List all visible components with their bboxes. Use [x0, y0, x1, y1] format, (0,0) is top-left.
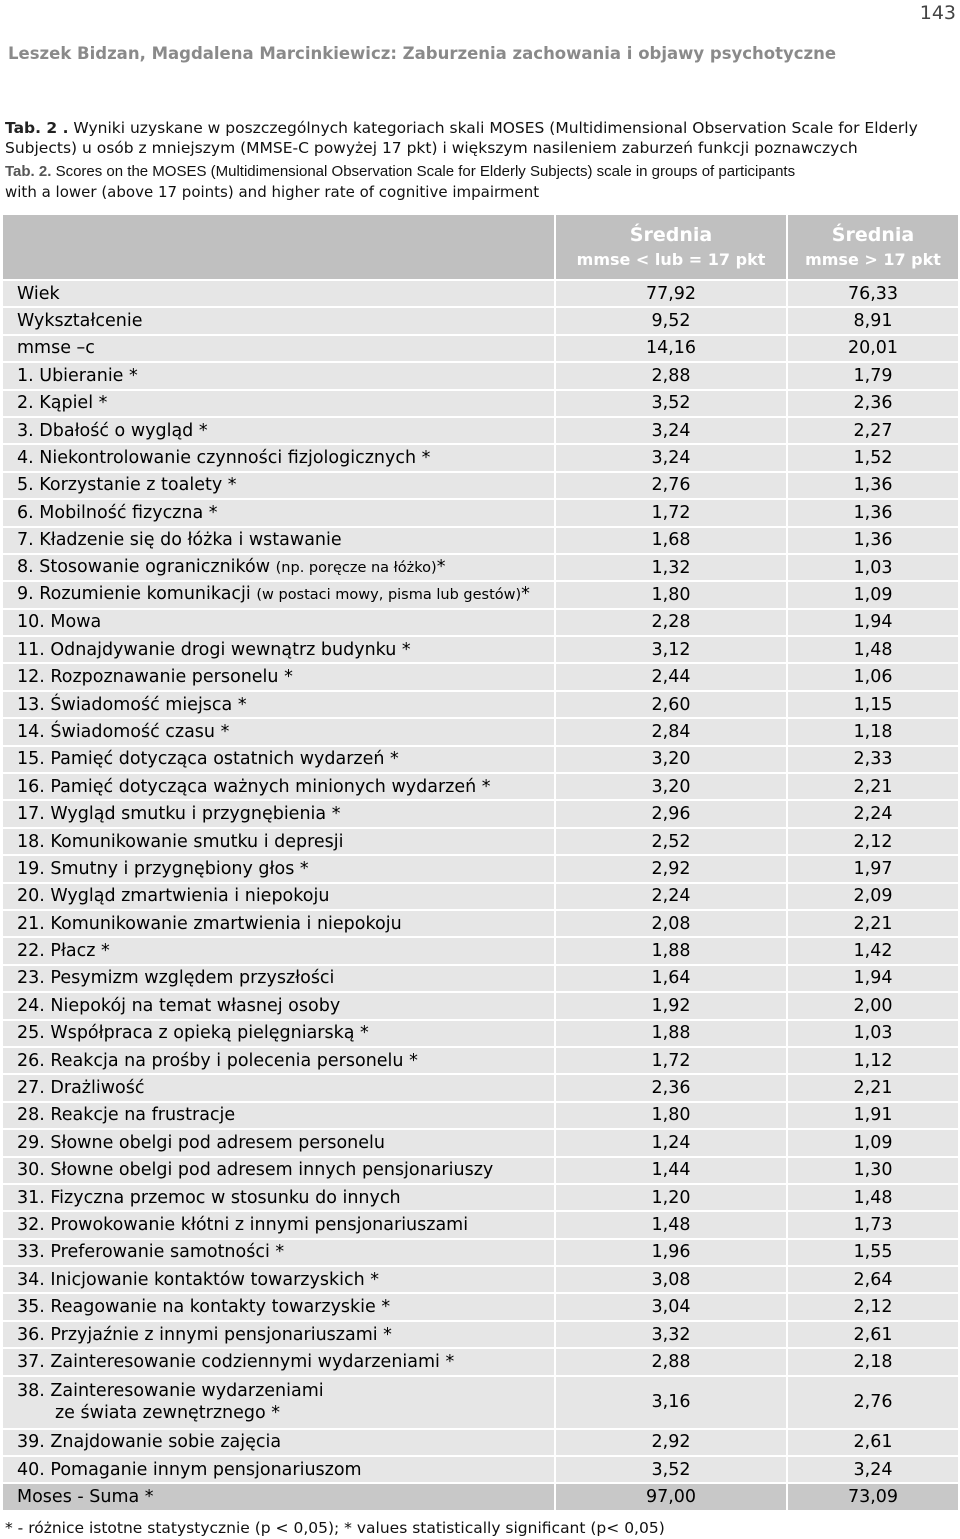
value-high-mmse: 1,97	[788, 856, 958, 881]
value-low-mmse: 3,24	[556, 445, 788, 470]
row-label	[3, 500, 556, 525]
row-label	[3, 1377, 556, 1428]
value-low-mmse: 77,92	[556, 281, 788, 306]
row-label	[3, 445, 556, 470]
row-label	[3, 719, 556, 744]
value-low-mmse: 3,20	[556, 774, 788, 799]
row-label	[3, 829, 556, 854]
value-high-mmse: 2,18	[788, 1349, 958, 1374]
moses-results-table	[3, 213, 958, 1512]
row-label-text: 35. Reagowanie na kontakty towarzyskie *	[17, 1297, 391, 1318]
row-label-text: 13. Świadomość miejsca *	[17, 694, 247, 715]
value-low-mmse: 1,72	[556, 1048, 788, 1073]
row-label-text: 16. Pamięć dotycząca ważnych minionych wydarzeń *	[17, 776, 491, 797]
row-label-text: Wykształcenie	[17, 311, 143, 332]
row-label-note: (w postaci mowy, pisma lub gestów)	[256, 587, 522, 604]
row-label	[3, 747, 556, 772]
value-low-mmse: 2,60	[556, 692, 788, 717]
value-low-mmse: 1,92	[556, 993, 788, 1018]
table-row	[3, 418, 958, 443]
row-label-text: 34. Inicjowanie kontaktów towarzyskich *	[17, 1269, 379, 1290]
caption-english	[5, 162, 957, 203]
row-label	[3, 1484, 556, 1509]
caption-english-label: Tab. 2.	[5, 163, 52, 180]
table-row	[3, 856, 958, 881]
value-low-mmse: 2,08	[556, 911, 788, 936]
value-high-mmse: 1,06	[788, 664, 958, 689]
row-label	[3, 884, 556, 909]
row-label-text: 32. Prowokowanie kłótni z innymi pensjonariuszami	[17, 1214, 469, 1235]
value-low-mmse: 1,44	[556, 1158, 788, 1183]
row-label-text: 3. Dbałość o wygląd *	[17, 420, 208, 441]
value-high-mmse: 1,15	[788, 692, 958, 717]
row-label-text: mmse –c	[17, 338, 95, 359]
value-high-mmse: 2,21	[788, 911, 958, 936]
value-low-mmse: 1,32	[556, 555, 788, 580]
table-row	[3, 692, 958, 717]
caption-polish	[5, 118, 957, 158]
table-row	[3, 637, 958, 662]
row-label	[3, 1349, 556, 1374]
running-header: Leszek Bidzan, Magdalena Marcinkiewicz: Zaburzenia zachowania i objawy psychotyczne	[8, 44, 837, 63]
value-high-mmse: 1,94	[788, 966, 958, 991]
table-body	[3, 281, 958, 1510]
caption-polish-text: Wyniki uzyskane w poszczególnych kategoriach skali MOSES (Multidimensional Observation Scale for Elderly Subjects) u osób z mniejszym (MMSE-C powyżej 17 pkt) i większym nasileniem zaburzeń funkcji poznawczych	[5, 119, 918, 157]
table-row	[3, 1267, 958, 1292]
value-high-mmse: 2,21	[788, 774, 958, 799]
value-high-mmse: 2,09	[788, 884, 958, 909]
table-row	[3, 1294, 958, 1319]
value-high-mmse: 1,03	[788, 555, 958, 580]
value-high-mmse: 1,48	[788, 1185, 958, 1210]
value-high-mmse: 1,36	[788, 473, 958, 498]
table-row	[3, 966, 958, 991]
value-low-mmse: 3,20	[556, 747, 788, 772]
table-row	[3, 473, 958, 498]
caption-english-text-a: Scores on the MOSES (Multidimensional Observation Scale for Elderly Subjects) scale in groups of participants	[55, 163, 796, 180]
table-row	[3, 1130, 958, 1155]
row-label-text: 12. Rozpoznawanie personelu *	[17, 667, 293, 688]
header-high-mmse-title: Średnia	[831, 224, 915, 246]
row-label-asterisk: *	[436, 557, 446, 578]
value-high-mmse: 3,24	[788, 1457, 958, 1482]
row-label-text: 10. Mowa	[17, 612, 102, 633]
table-row	[3, 829, 958, 854]
header-low-mmse-title: Średnia	[629, 224, 713, 246]
row-label-text: 38. Zainteresowanie wydarzeniami	[17, 1381, 324, 1402]
table-row	[3, 1103, 958, 1128]
value-low-mmse: 2,76	[556, 473, 788, 498]
table-row	[3, 747, 958, 772]
row-label-text: 31. Fizyczna przemoc w stosunku do innych	[17, 1187, 401, 1208]
caption-english-text-b: with a lower (above 17 points) and higher rate of cognitive impairment	[5, 183, 540, 201]
table-row	[3, 664, 958, 689]
value-high-mmse: 2,76	[788, 1377, 958, 1428]
header-high-mmse-subtitle: mmse > 17 pkt	[805, 250, 941, 269]
value-low-mmse: 2,92	[556, 1430, 788, 1455]
row-label	[3, 911, 556, 936]
row-label-text: 30. Słowne obelgi pod adresem innych pensjonariuszy	[17, 1160, 494, 1181]
row-label	[3, 1185, 556, 1210]
row-label	[3, 582, 556, 607]
value-low-mmse: 2,88	[556, 363, 788, 388]
row-label-text: 22. Płacz *	[17, 941, 110, 962]
value-high-mmse: 2,12	[788, 1294, 958, 1319]
table-row	[3, 884, 958, 909]
value-high-mmse: 1,91	[788, 1103, 958, 1128]
value-high-mmse: 1,30	[788, 1158, 958, 1183]
value-high-mmse: 2,64	[788, 1267, 958, 1292]
table-sum-row	[3, 1484, 958, 1509]
table-row	[3, 1021, 958, 1046]
row-label-text: Moses - Suma *	[17, 1487, 154, 1508]
value-high-mmse: 1,03	[788, 1021, 958, 1046]
table-row	[3, 1075, 958, 1100]
row-label	[3, 993, 556, 1018]
table-row	[3, 391, 958, 416]
row-label	[3, 1294, 556, 1319]
table-row	[3, 610, 958, 635]
table-row	[3, 528, 958, 553]
row-label	[3, 555, 556, 580]
row-label-text: 37. Zainteresowanie codziennymi wydarzeniami *	[17, 1351, 455, 1372]
value-high-mmse: 20,01	[788, 336, 958, 361]
footnote: * - różnice istotne statystycznie (p < 0,05); * values statistically significant (p< 0,05)	[5, 1519, 665, 1537]
page-number: 143	[919, 2, 956, 24]
value-high-mmse: 2,61	[788, 1322, 958, 1347]
row-label	[3, 308, 556, 333]
value-low-mmse: 1,88	[556, 938, 788, 963]
table-row	[3, 1457, 958, 1482]
value-high-mmse: 76,33	[788, 281, 958, 306]
row-label	[3, 856, 556, 881]
row-label	[3, 1021, 556, 1046]
row-label	[3, 692, 556, 717]
table-row	[3, 1430, 958, 1455]
table-row	[3, 1240, 958, 1265]
value-high-mmse: 1,79	[788, 363, 958, 388]
row-label	[3, 1457, 556, 1482]
row-label-note: (np. poręcze na łóżko)	[275, 560, 437, 577]
table-row	[3, 445, 958, 470]
table-row	[3, 774, 958, 799]
value-high-mmse: 1,36	[788, 500, 958, 525]
row-label	[3, 966, 556, 991]
table-row	[3, 336, 958, 361]
value-low-mmse: 2,92	[556, 856, 788, 881]
value-low-mmse: 3,08	[556, 1267, 788, 1292]
table-row	[3, 281, 958, 306]
value-low-mmse: 14,16	[556, 336, 788, 361]
value-high-mmse: 2,61	[788, 1430, 958, 1455]
row-label	[3, 1240, 556, 1265]
header-low-mmse	[556, 215, 788, 279]
row-label-text: 15. Pamięć dotycząca ostatnich wydarzeń *	[17, 749, 399, 770]
value-low-mmse: 2,84	[556, 719, 788, 744]
value-high-mmse: 1,55	[788, 1240, 958, 1265]
table-row	[3, 1158, 958, 1183]
row-label-text: 28. Reakcje na frustracje	[17, 1105, 236, 1126]
table-row	[3, 1377, 958, 1428]
row-label-text: 14. Świadomość czasu *	[17, 721, 230, 742]
value-low-mmse: 2,88	[556, 1349, 788, 1374]
value-high-mmse: 2,33	[788, 747, 958, 772]
table-row	[3, 911, 958, 936]
table-row	[3, 719, 958, 744]
row-label-text: 33. Preferowanie samotności *	[17, 1242, 285, 1263]
value-high-mmse: 2,21	[788, 1075, 958, 1100]
caption-polish-label: Tab. 2 .	[5, 119, 69, 137]
value-low-mmse: 1,48	[556, 1212, 788, 1237]
row-label	[3, 528, 556, 553]
row-label	[3, 938, 556, 963]
row-label-asterisk: *	[521, 584, 530, 605]
value-low-mmse: 2,28	[556, 610, 788, 635]
value-high-mmse: 1,18	[788, 719, 958, 744]
row-label	[3, 1322, 556, 1347]
row-label-text: 23. Pesymizm względem przyszłości	[17, 968, 335, 989]
header-high-mmse	[788, 215, 958, 279]
value-high-mmse: 1,73	[788, 1212, 958, 1237]
table-row	[3, 938, 958, 963]
row-label-text: 17. Wygląd smutku i przygnębienia *	[17, 804, 341, 825]
header-category	[3, 215, 556, 279]
row-label-line2: ze świata zewnętrznego *	[55, 1403, 281, 1424]
value-low-mmse: 3,12	[556, 637, 788, 662]
value-high-mmse: 73,09	[788, 1484, 958, 1509]
row-label-text: 1. Ubieranie *	[17, 365, 138, 386]
row-label	[3, 1075, 556, 1100]
row-label-text: 19. Smutny i przygnębiony głos *	[17, 858, 309, 879]
value-high-mmse: 1,36	[788, 528, 958, 553]
value-high-mmse: 2,36	[788, 391, 958, 416]
value-high-mmse: 2,27	[788, 418, 958, 443]
row-label	[3, 1430, 556, 1455]
row-label-text: 5. Korzystanie z toalety *	[17, 475, 237, 496]
value-low-mmse: 2,24	[556, 884, 788, 909]
row-label-text: 18. Komunikowanie smutku i depresji	[17, 831, 344, 852]
value-low-mmse: 2,44	[556, 664, 788, 689]
table-row	[3, 555, 958, 580]
table-row	[3, 1185, 958, 1210]
value-low-mmse: 3,04	[556, 1294, 788, 1319]
value-low-mmse: 3,52	[556, 391, 788, 416]
row-label-text: Wiek	[17, 283, 60, 304]
row-label-text: 36. Przyjaźnie z innymi pensjonariuszami *	[17, 1324, 392, 1345]
row-label	[3, 391, 556, 416]
row-label	[3, 336, 556, 361]
value-low-mmse: 1,24	[556, 1130, 788, 1155]
row-label-text: 26. Reakcja na prośby i polecenia personelu *	[17, 1050, 418, 1071]
value-high-mmse: 1,94	[788, 610, 958, 635]
value-low-mmse: 97,00	[556, 1484, 788, 1509]
table-row	[3, 801, 958, 826]
row-label-text: 9. Rozumienie komunikacji	[17, 584, 251, 605]
row-label	[3, 1130, 556, 1155]
table-row	[3, 363, 958, 388]
row-label	[3, 801, 556, 826]
row-label-text: 8. Stosowanie ograniczników	[17, 557, 271, 578]
header-low-mmse-subtitle: mmse < lub = 17 pkt	[576, 250, 766, 269]
row-label-text: 4. Niekontrolowanie czynności fizjologicznych *	[17, 448, 431, 469]
table-row	[3, 1322, 958, 1347]
table-row	[3, 582, 958, 607]
value-low-mmse: 1,88	[556, 1021, 788, 1046]
value-high-mmse: 1,52	[788, 445, 958, 470]
value-low-mmse: 1,80	[556, 1103, 788, 1128]
value-high-mmse: 1,48	[788, 637, 958, 662]
row-label	[3, 281, 556, 306]
value-low-mmse: 3,24	[556, 418, 788, 443]
row-label	[3, 1267, 556, 1292]
value-high-mmse: 1,09	[788, 582, 958, 607]
value-low-mmse: 1,72	[556, 500, 788, 525]
row-label	[3, 774, 556, 799]
row-label-text: 39. Znajdowanie sobie zajęcia	[17, 1432, 282, 1453]
value-low-mmse: 3,52	[556, 1457, 788, 1482]
row-label-text: 11. Odnajdywanie drogi wewnątrz budynku *	[17, 639, 411, 660]
row-label-text: 2. Kąpiel *	[17, 393, 108, 414]
value-high-mmse: 1,42	[788, 938, 958, 963]
value-high-mmse: 2,24	[788, 801, 958, 826]
row-label-text: 6. Mobilność fizyczna *	[17, 502, 218, 523]
table-row	[3, 500, 958, 525]
value-low-mmse: 1,64	[556, 966, 788, 991]
value-low-mmse: 9,52	[556, 308, 788, 333]
value-low-mmse: 1,68	[556, 528, 788, 553]
table-row	[3, 1212, 958, 1237]
row-label	[3, 418, 556, 443]
table-row	[3, 1048, 958, 1073]
row-label-text: 21. Komunikowanie zmartwienia i niepokoju	[17, 913, 402, 934]
row-label	[3, 610, 556, 635]
table-row	[3, 1349, 958, 1374]
row-label-text: 25. Współpraca z opieką pielęgniarską *	[17, 1023, 369, 1044]
value-high-mmse: 2,12	[788, 829, 958, 854]
table-row	[3, 308, 958, 333]
row-label-text: 40. Pomaganie innym pensjonariuszom	[17, 1459, 362, 1480]
value-high-mmse: 1,12	[788, 1048, 958, 1073]
row-label	[3, 1158, 556, 1183]
row-label-text: 27. Drażliwość	[17, 1078, 145, 1099]
value-low-mmse: 1,80	[556, 582, 788, 607]
row-label-text: 29. Słowne obelgi pod adresem personelu	[17, 1132, 385, 1153]
value-low-mmse: 1,20	[556, 1185, 788, 1210]
value-high-mmse: 2,00	[788, 993, 958, 1018]
row-label	[3, 1103, 556, 1128]
row-label	[3, 1048, 556, 1073]
row-label	[3, 664, 556, 689]
table-header-row	[3, 215, 958, 279]
row-label-text: 7. Kładzenie się do łóżka i wstawanie	[17, 530, 342, 551]
value-low-mmse: 2,36	[556, 1075, 788, 1100]
value-low-mmse: 3,16	[556, 1377, 788, 1428]
row-label	[3, 1212, 556, 1237]
row-label	[3, 637, 556, 662]
value-high-mmse: 1,09	[788, 1130, 958, 1155]
value-low-mmse: 2,52	[556, 829, 788, 854]
value-low-mmse: 3,32	[556, 1322, 788, 1347]
value-low-mmse: 2,96	[556, 801, 788, 826]
row-label	[3, 363, 556, 388]
row-label	[3, 473, 556, 498]
value-high-mmse: 8,91	[788, 308, 958, 333]
row-label-text: 24. Niepokój na temat własnej osoby	[17, 995, 341, 1016]
value-low-mmse: 1,96	[556, 1240, 788, 1265]
table-row	[3, 993, 958, 1018]
row-label-text: 20. Wygląd zmartwienia i niepokoju	[17, 886, 330, 907]
